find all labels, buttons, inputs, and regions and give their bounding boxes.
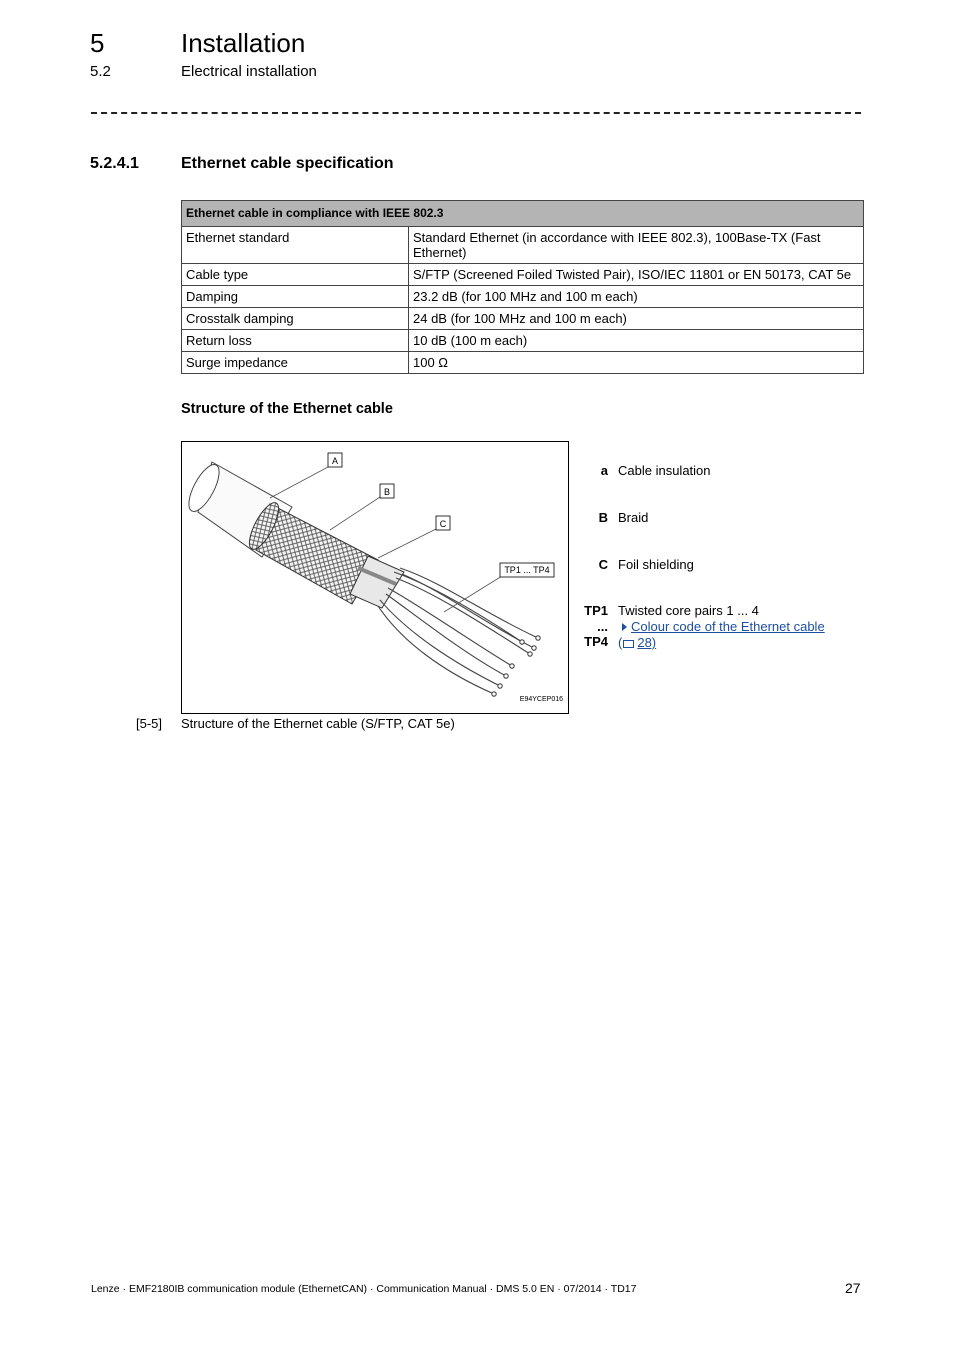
legend-item-tp [584,603,864,653]
legend-text: Braid [618,510,649,525]
callout-b-label: B [383,487,391,497]
table-header-row [182,201,864,227]
colour-code-link-line [618,619,864,635]
row-label: Damping [182,286,409,308]
cable-structure-figure [181,441,569,714]
colour-code-link[interactable]: Colour code of the Ethernet cable [631,619,825,634]
subchapter-title: Electrical installation [181,63,317,80]
legend-key: C [598,557,608,572]
legend-key [584,603,608,650]
row-label: Return loss [182,330,409,352]
figure-caption-number: [5-5] [136,716,163,731]
figure-heading: Structure of the Ethernet cable [181,401,393,417]
legend-key: B [598,510,608,525]
header-dashed-rule [91,112,861,114]
legend-tp-text: Twisted core pairs 1 ... 4 [618,603,759,618]
callout-a [328,453,342,467]
section-number: 5.2.4.1 [90,155,139,172]
table-row [182,308,864,330]
legend-text [618,603,864,651]
page-ref-number: 28) [637,635,657,650]
section-title: Ethernet cable specification [181,155,394,172]
row-label: Ethernet standard [182,227,409,264]
callout-b [380,484,394,498]
table-row [182,352,864,374]
page-ref-open: ( [618,635,623,650]
image-code: E94YCEP016 [519,696,563,703]
row-value: 10 dB (100 m each) [409,330,864,352]
twisted-core-pairs [378,568,540,696]
ethernet-spec-table [181,200,864,374]
legend-text: Cable insulation [618,463,711,478]
callout-a-label: A [331,456,339,466]
legend-key-tp4: TP4 [584,634,608,649]
legend-key-ellipsis: ... [597,618,608,634]
row-label: Surge impedance [182,352,409,374]
callout-tp-label: TP1 ... TP4 [504,565,550,575]
footer-text: Lenze · EMF2180IB communication module (EthernetCAN) · Communication Manual · DMS 5.0 EN · 07/2014 · TD17 [91,1283,637,1295]
figure-caption-text: Structure of the Ethernet cable (S/FTP, CAT 5e) [181,716,455,731]
row-label: Cable type [182,264,409,286]
legend-key: a [600,463,608,478]
row-value: 100 Ω [409,352,864,374]
subchapter-number: 5.2 [90,63,111,80]
table-row [182,330,864,352]
row-value: S/FTP (Screened Foiled Twisted Pair), ISO/IEC 11801 or EN 50173, CAT 5e [409,264,864,286]
legend-text: Foil shielding [618,557,694,572]
row-value: 24 dB (for 100 MHz and 100 m each) [409,308,864,330]
legend-key-tp1: TP1 [584,603,608,618]
table-header: Ethernet cable in compliance with IEEE 802.3 [182,201,864,227]
chapter-title: Installation [181,28,306,58]
book-icon [623,640,634,648]
table-row [182,286,864,308]
callout-c [436,516,450,530]
page-number: 27 [845,1280,861,1296]
chapter-number: 5 [90,28,105,58]
callout-tp [500,563,554,577]
table-row [182,264,864,286]
row-value: 23.2 dB (for 100 MHz and 100 m each) [409,286,864,308]
callout-c-label: C [439,519,447,529]
row-value: Standard Ethernet (in accordance with IEEE 802.3), 100Base-TX (Fast Ethernet) [409,227,864,264]
arrow-right-icon [622,623,627,631]
page-ref-link[interactable] [618,635,864,651]
table-row [182,227,864,264]
row-label: Crosstalk damping [182,308,409,330]
